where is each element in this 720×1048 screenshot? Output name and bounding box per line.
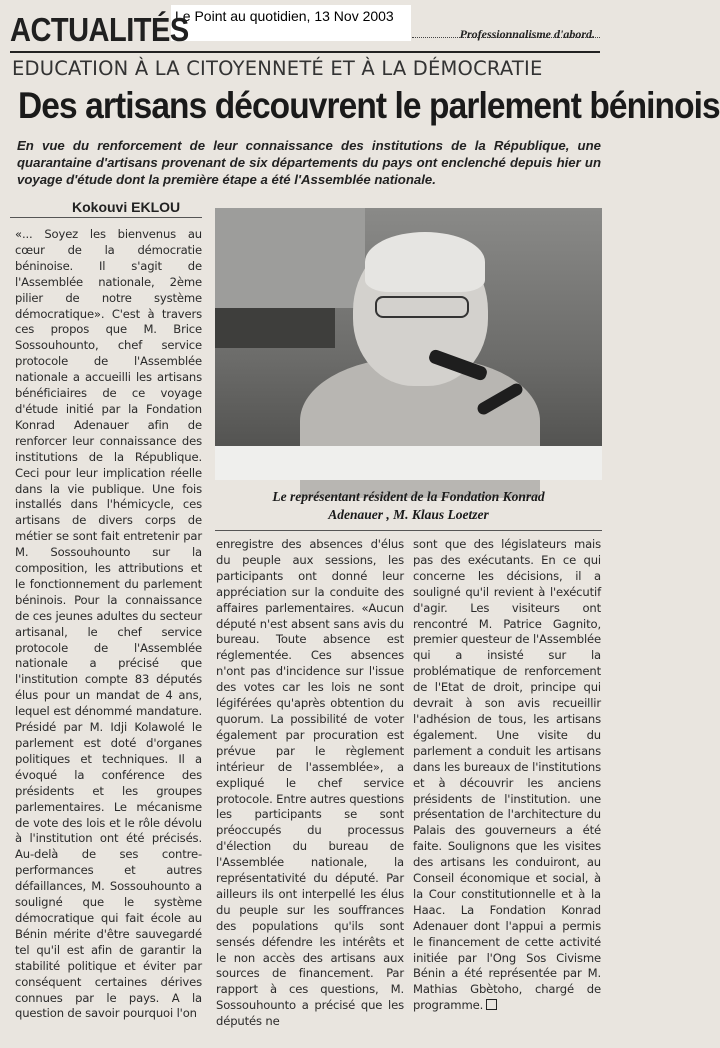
article-column-2 [216,537,404,1042]
end-of-article-mark [486,999,497,1010]
section-rubric: ACTUALITÉS [10,12,189,49]
column-1-text: «... Soyez les bienvenus au cœur de la démocratie béninoise. Il s'agit de l'Assemblée nationale, 2ème pilier de notre système démocratique». C'est à travers ces propos que M. Brice Sossouhounto, chef service protocole de l'Assemblée nationale a accueilli les artisans bénéficiaires de ce voyage d'étude initié par la Fondation Konrad Adenauer afin de renforcer leur connaissance des institutions de la République. Ceci pour leur implication réelle dans la vie publique. Une fois installés dans l'hémicycle, ces artisans de divers corps de métier se sont fait entretenir par M. Sossouhounto sur la composition, les attributions et le fonctionnement du parlement béninois. Pour la connaissance de ces jeunes adultes du secteur artisanal, le chef service protocole de l'Assemblée nationale a précisé que l'institution compte 83 députés élus pour un mandat de 4 ans, lequel est dénommé mandature. Présidé par M. Idji Kolawolé le parlement est doté d'organes politiques et techniques. Il a évoqué la conférence des présidents et les groupes parlementaires. Le mécanisme de vote des lois et le rôle dévolu à l'institution ont été précisés. Au-delà de ses contre-performances et autres défaillances, M. Sossouhounto a souligné que le système démocratique qui fait école au Bénin mérite d'être sauvegardé tel qu'il est afin de garantir la stabilité politique et éviter par conséquent certaines dérives connues par le pays. A la question de savoir pourquoi l'on [15,227,202,1021]
newspaper-slogan: Professionnalisme d'abord. [459,27,595,41]
photo-caption-line-2: Adenauer , M. Klaus Loetzer [328,507,489,522]
article-kicker: EDUCATION À LA CITOYENNETÉ ET À LA DÉMOCRATIE [12,57,543,80]
column-2-text: enregistre des absences d'élus du peuple aux sessions, les participants ont donné leur appréciation sur la conduite des affaires parlementaires. «Aucun député n'est absent sans avis du bureau. Toute absence est réglementée. Ces absences n'ont pas d'incidence sur l'issue des votes car les lois ne sont légiférées qu'après obtention du quorum. La possibilité de voter également par procuration est prévue par le règlement intérieur de l'assemblée», a expliqué le chef service protocole. Entre autres questions les participants se sont préoccupés du processus d'élection du bureau de l'Assemblée nationale, la représentativité du député. Par ailleurs ils ont interpellé les élus du peuple sur les souffrances des populations qu'ils sont sensés défendre les intérêts et le non accès des artisans aux sources de financement. Par rapport à ces questions, M. Sossouhounto a précisé que les députés ne [216,537,404,1029]
photo-caption [215,488,602,524]
header-rule [10,51,600,53]
author-rule [10,217,202,218]
clipping-source-label: Le Point au quotidien, 13 Nov 2003 [171,5,411,41]
article-headline: Des artisans découvrent le parlement béninois [18,85,720,126]
article-column-1 [15,227,202,1042]
caption-rule [215,530,602,531]
article-author: Kokouvi EKLOU [72,199,181,215]
column-3-text: sont que des législateurs mais pas des exécutants. En ce qui concerne les décisions, il a souligné qu'il revient à l'exécutif d'agir. Les visiteurs ont rencontré M. Patrice Gagnito, premier questeur de l'Assemblée qui a insisté sur la problématique de renforcement de l'Etat de droit, principe qui devrait à son avis recueillir l'adhésion de tous, les artisans également. Une visite du parlement a conduit les artisans dans les bureaux de l'institutions et à découvrir les anciens présidents de l'institution. une présentation de l'architecture du Palais des gouverneurs a été faite. Soulignons que les visites des artisans les conduiront, au Conseil économique et social, à la Cour constitutionnelle et à la Haac. La Fondation Konrad Adenauer dont l'appui a permis le financement de cette activité initiée par l'Ong Sos Civisme Bénin a été représentée par M. Mathias Gbètoho, chargé de programme. [413,537,601,1013]
article-lead: En vue du renforcement de leur connaissance des institutions de la République, une quarantaine d'artisans provenant de six départements du pays ont enclenché depuis hier un voyage d'étude dont la première étape a été l'Assemblée nationale. [17,138,601,187]
glasses-shape [375,296,469,318]
photo-caption-line-1: Le représentant résident de la Fondation Konrad [272,489,545,504]
article-column-3 [413,537,601,1042]
article-photo [215,208,602,480]
